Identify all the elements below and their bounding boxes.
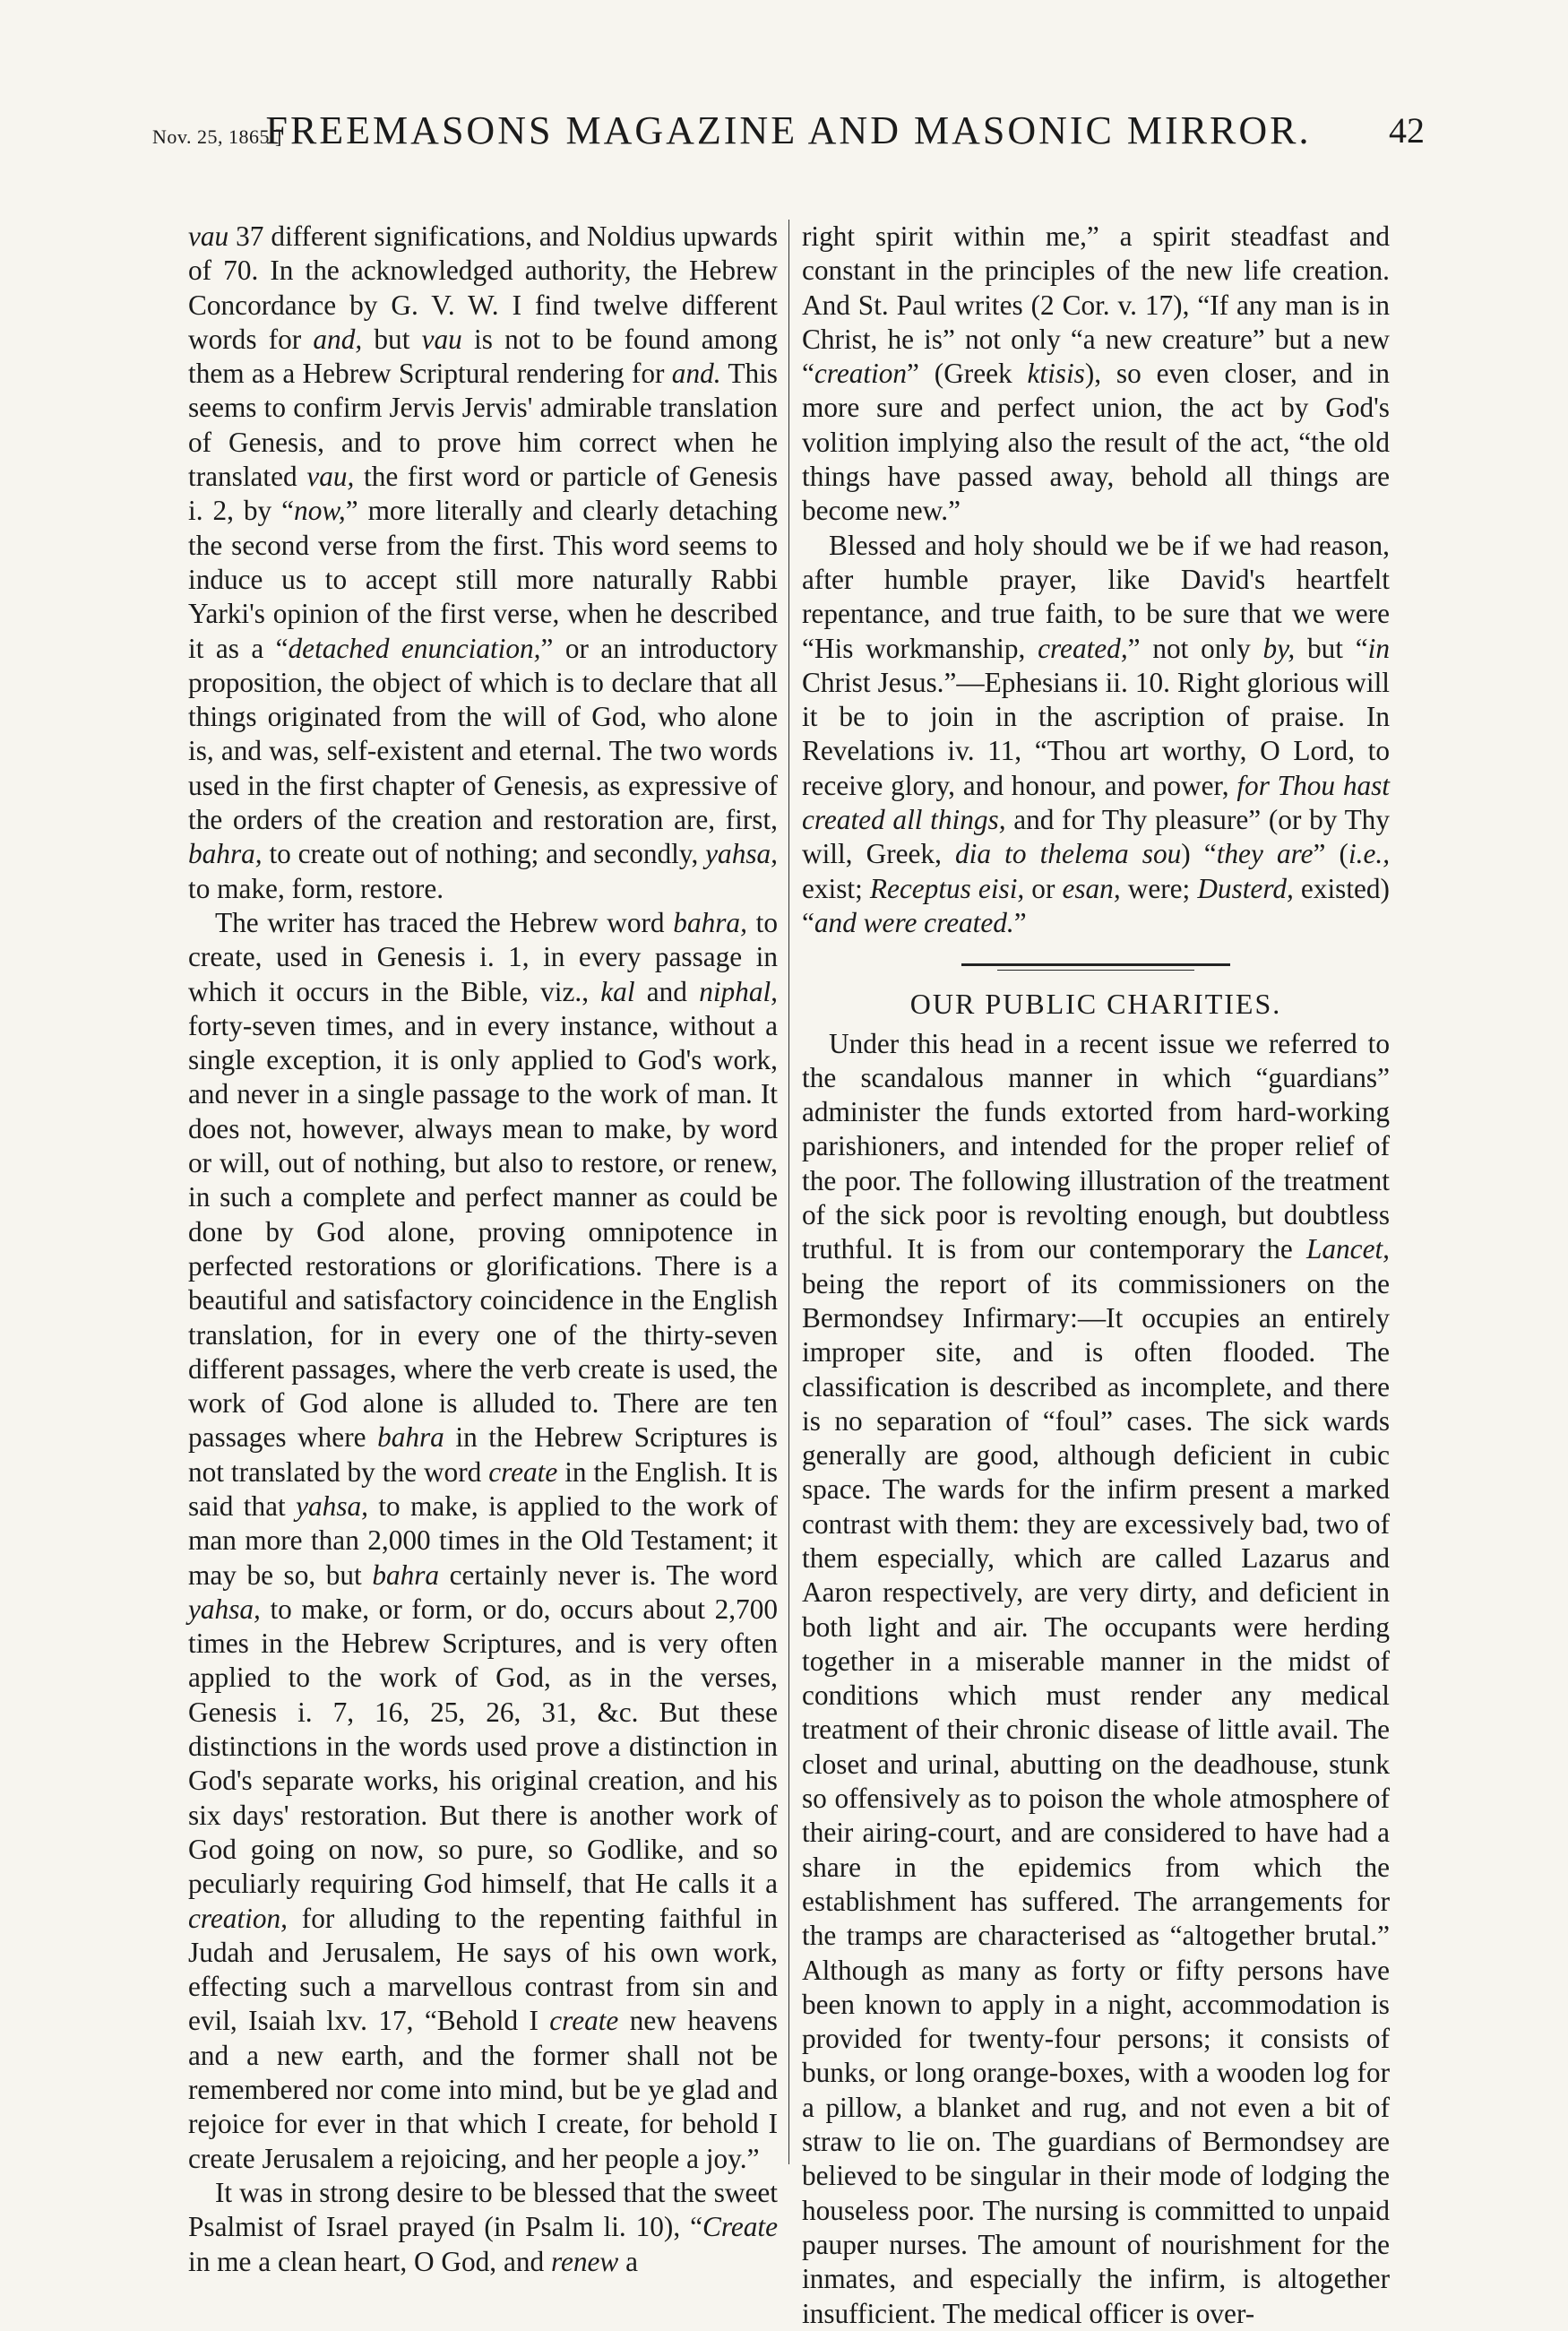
text-run: the first word or particle of Genesis i. 2, by “ xyxy=(188,461,779,527)
text-run: in the Hebrew Scriptures is not translated by the word xyxy=(188,1421,778,1488)
text-run: and for Thy pleasure” (or by Thy will, Greek, xyxy=(802,804,1390,870)
left-column xyxy=(188,220,779,2277)
text-run: were; xyxy=(1120,872,1198,904)
italic-text: for Thou hast created all things, xyxy=(802,769,1390,836)
text-run: and xyxy=(634,975,700,1007)
italic-text: they are xyxy=(1216,838,1314,870)
text-run: or xyxy=(1024,872,1063,904)
text-run: but xyxy=(362,323,422,355)
text-run: It was in strong desire to be blessed that the sweet Psalmist of Israel prayed (in Psalm li. 10), “ xyxy=(188,2176,778,2243)
text-run: is not to be found among them as a Hebrew Scriptural rendering for xyxy=(188,323,778,390)
text-run: certainly never is. The word xyxy=(439,1558,778,1591)
text-run: right spirit within me,” a spirit steadfast and constant in the principles of the new life creation. And St. Paul writes (2 Cor. v. 17), “If any man is in Christ, he is” not only “a new creature” but a new “ xyxy=(802,220,1390,390)
text-run: to make, is applied to the work of man more than 2,000 times in the Old Testament; it may be so, but xyxy=(188,1489,778,1591)
italic-text: created, xyxy=(1038,632,1128,664)
italic-text: dia to thelema sou xyxy=(955,838,1182,870)
text-run: ” not only xyxy=(1127,632,1263,664)
masthead xyxy=(152,100,1425,154)
text-run: Blessed and holy should we be if we had reason, after humble prayer, like David's heartfelt repentance, and true faith, to be sure that we were “His workmanship, xyxy=(802,529,1390,664)
text-run: ), so even closer, and in more sure and perfect union, the act by God's volition implying also the result of the act, “the old things have passed away, behold all things are become new.” xyxy=(802,358,1391,527)
right-column xyxy=(802,220,1391,2329)
publication-title: FREEMASONS MAGAZINE AND MASONIC MIRROR. xyxy=(265,108,1312,152)
text-run: but “ xyxy=(1295,632,1368,664)
italic-text: niphal, xyxy=(699,975,778,1007)
text-run: ” xyxy=(1013,906,1027,938)
italic-text: esan, xyxy=(1062,872,1121,904)
text-run: ) “ xyxy=(1181,838,1217,870)
italic-text: bahra, xyxy=(188,838,263,870)
text-run: ” ( xyxy=(1313,838,1348,870)
issue-date: Nov. 25, 1865.] xyxy=(152,125,282,148)
text-run: ” more literally and clearly detaching the second verse from the first. This word seems to induce us to accept still more naturally Rabbi Yarki's opinion of the first verse, when he described it as a “ xyxy=(188,495,778,664)
italic-text: bahra, xyxy=(673,906,747,938)
text-run: to create, used in Genesis i. 1, in every passage in which it occurs in the Bible, viz., xyxy=(188,906,778,1007)
text-run: to create out of nothing; and secondly, xyxy=(262,838,706,870)
italic-text: create xyxy=(549,2005,619,2037)
italic-text: Dusterd, xyxy=(1197,872,1294,904)
italic-text: yahsa, xyxy=(705,838,778,870)
text-run: ” (Greek xyxy=(907,358,1028,390)
text-run: a xyxy=(618,2245,639,2277)
italic-text: ktisis xyxy=(1027,358,1085,390)
text-run: Under this head in a recent issue we referred to the scandalous manner in which “guardians” administer the funds extorted from hard-working parishioners, and intended for the proper relief of the poor. The following illustration of the treatment of the sick poor is revolting enough, but doubtless truthful. It is from our contemporary the xyxy=(802,1027,1390,1265)
italic-text: detached enunciation, xyxy=(288,632,541,664)
text-run: being the report of its commissioners on the Bermondsey Infirmary:—It occupies an entirely improper site, and is often flooded. The classification is described as incomplete, and there is no separation of “foul” cases. The sick wards generally are good, although deficient in cubic space. The wards for the infirm present a marked contrast with them: they are excessively bad, two of them especially, which are called Lazarus and Aaron respectively, are very dirty, and deficient in both light and air. The occupants were herding together in a miserable manner in the midst of conditions which must render any medical treatment of their chronic disease of little avail. The closet and urinal, abutting on the deadhouse, stunk so offensively as to poison the whole atmosphere of their airing-court, and are considered to have had a share in the epidemics from which the establishment has suffered. The arrangements for the tramps are characterised as “altogether brutal.” Although as many as forty or fifty persons have been known to apply in a night, accommodation is provided for twenty-four persons; it consists of bunks, or long orange-boxes, with a wooden log for a pillow, a blanket and rug, and not even a bit of straw to lie on. The guardians of Bermondsey are believed to be singular in their mode of lodging the houseless poor. The nursing is committed to unpaid pauper nurses. The amount of nourishment for the inmates, and especially the infirm, is altogether insufficient. The medical officer is over- xyxy=(802,1267,1390,2329)
page-number: 42 xyxy=(1389,110,1425,151)
text-run: 37 different significations, and Noldius upwards of 70. In the acknowledged authority, the Hebrew Concordance by G. V. W. I find twelve different words for xyxy=(188,220,778,355)
text-run: forty-seven times, and in every instance, without a single exception, it is only applied to God's work, and never in a single passage to the work of man. It does not, however, always mean to make, by word or will, out of nothing, but also to restore, or renew, in such a complete and perfect manner as could be done by God alone, proving omnipotence in perfected restorations or glorifications. There is a beautiful and satisfactory coincidence in the English translation, for in every one of the thirty-seven different passages, where the verb create is used, the work of God alone is alluded to. There are ten passages where xyxy=(188,1009,778,1454)
text-run: new heavens and a new earth, and the former shall not be remembered nor come into mind, but be ye glad and rejoice for ever in that which I create, for behold I create Jerusalem a rejoicing, and her people a joy.” xyxy=(188,2005,778,2174)
italic-text: vau xyxy=(421,323,462,355)
paragraph xyxy=(188,2176,778,2279)
italic-text: and. xyxy=(671,358,721,390)
italic-text: Lancet, xyxy=(1305,1233,1390,1265)
text-run: to make, or form, or do, occurs about 2,700 times in the Hebrew Scriptures, and is very often applied to the work of God, as in the verses, Genesis i. 7, 16, 25, 26, 31, &c. But these distinctions in the words used prove a distinction in God's separate works, his original creation, and his six days' restoration. But there is another work of God going on now, so pure, so Godlike, and so peculiarly requiring God himself, that He calls it a xyxy=(188,1593,778,1900)
italic-text: bahra xyxy=(372,1558,440,1591)
italic-text: creation, xyxy=(188,1902,288,1934)
section-ornament-rule xyxy=(961,963,1230,971)
italic-text: bahra xyxy=(377,1421,444,1454)
section-title: OUR PUBLIC CHARITIES. xyxy=(909,988,1282,1021)
column-divider xyxy=(788,220,789,2164)
italic-text: Create xyxy=(702,2211,778,2243)
italic-text: by, xyxy=(1262,632,1296,664)
italic-text: now, xyxy=(294,495,346,527)
paragraph xyxy=(802,529,1390,941)
text-run: The writer has traced the Hebrew word xyxy=(215,906,674,938)
italic-text: Receptus eisi, xyxy=(869,872,1025,904)
paragraph xyxy=(188,906,778,2176)
italic-text: and, xyxy=(313,323,363,355)
text-run: This seems to confirm Jervis Jervis' admirable translation of Genesis, and to prove him correct when he translated xyxy=(188,358,778,493)
text-run: exist; xyxy=(802,872,870,904)
italic-text: creation xyxy=(814,358,908,390)
italic-text: and were created. xyxy=(814,906,1014,938)
text-run: to make, form, restore. xyxy=(188,872,444,904)
italic-text: vau xyxy=(188,220,229,252)
paragraph xyxy=(802,1027,1390,2331)
text-run: ” or an introductory proposition, the object of which is to declare that all things originated from the will of God, who alone is, and was, self-existent and eternal. The two words used in the first chapter of Genesis, as expressive of the orders of the creation and restoration are, first, xyxy=(188,632,779,836)
text-run: in the English. It is said that xyxy=(188,1455,779,1522)
text-run: for alluding to the repenting faithful in Judah and Jerusalem, He says of his own work, effecting such a marvellous contrast from sin and evil, Isaiah lxv. 17, “Behold I xyxy=(188,1902,778,2037)
italic-text: create xyxy=(488,1455,558,1488)
italic-text: renew xyxy=(550,2245,619,2277)
italic-text: in xyxy=(1367,632,1390,664)
italic-text: yahsa, xyxy=(296,1489,368,1522)
italic-text: yahsa, xyxy=(188,1593,261,1625)
paragraph xyxy=(802,220,1390,529)
paragraph xyxy=(188,220,778,906)
italic-text: i.e., xyxy=(1348,838,1391,870)
text-run: Christ Jesus.”—Ephesians ii. 10. Right glorious will it be to join in the ascription of praise. In Revelations iv. 11, “Thou art worthy, O Lord, to receive glory, and honour, and power, xyxy=(802,666,1390,801)
text-run: in me a clean heart, O God, and xyxy=(188,2245,551,2277)
text-run: existed) “ xyxy=(802,872,1390,938)
italic-text: kal xyxy=(600,975,635,1007)
italic-text: vau, xyxy=(306,461,355,493)
